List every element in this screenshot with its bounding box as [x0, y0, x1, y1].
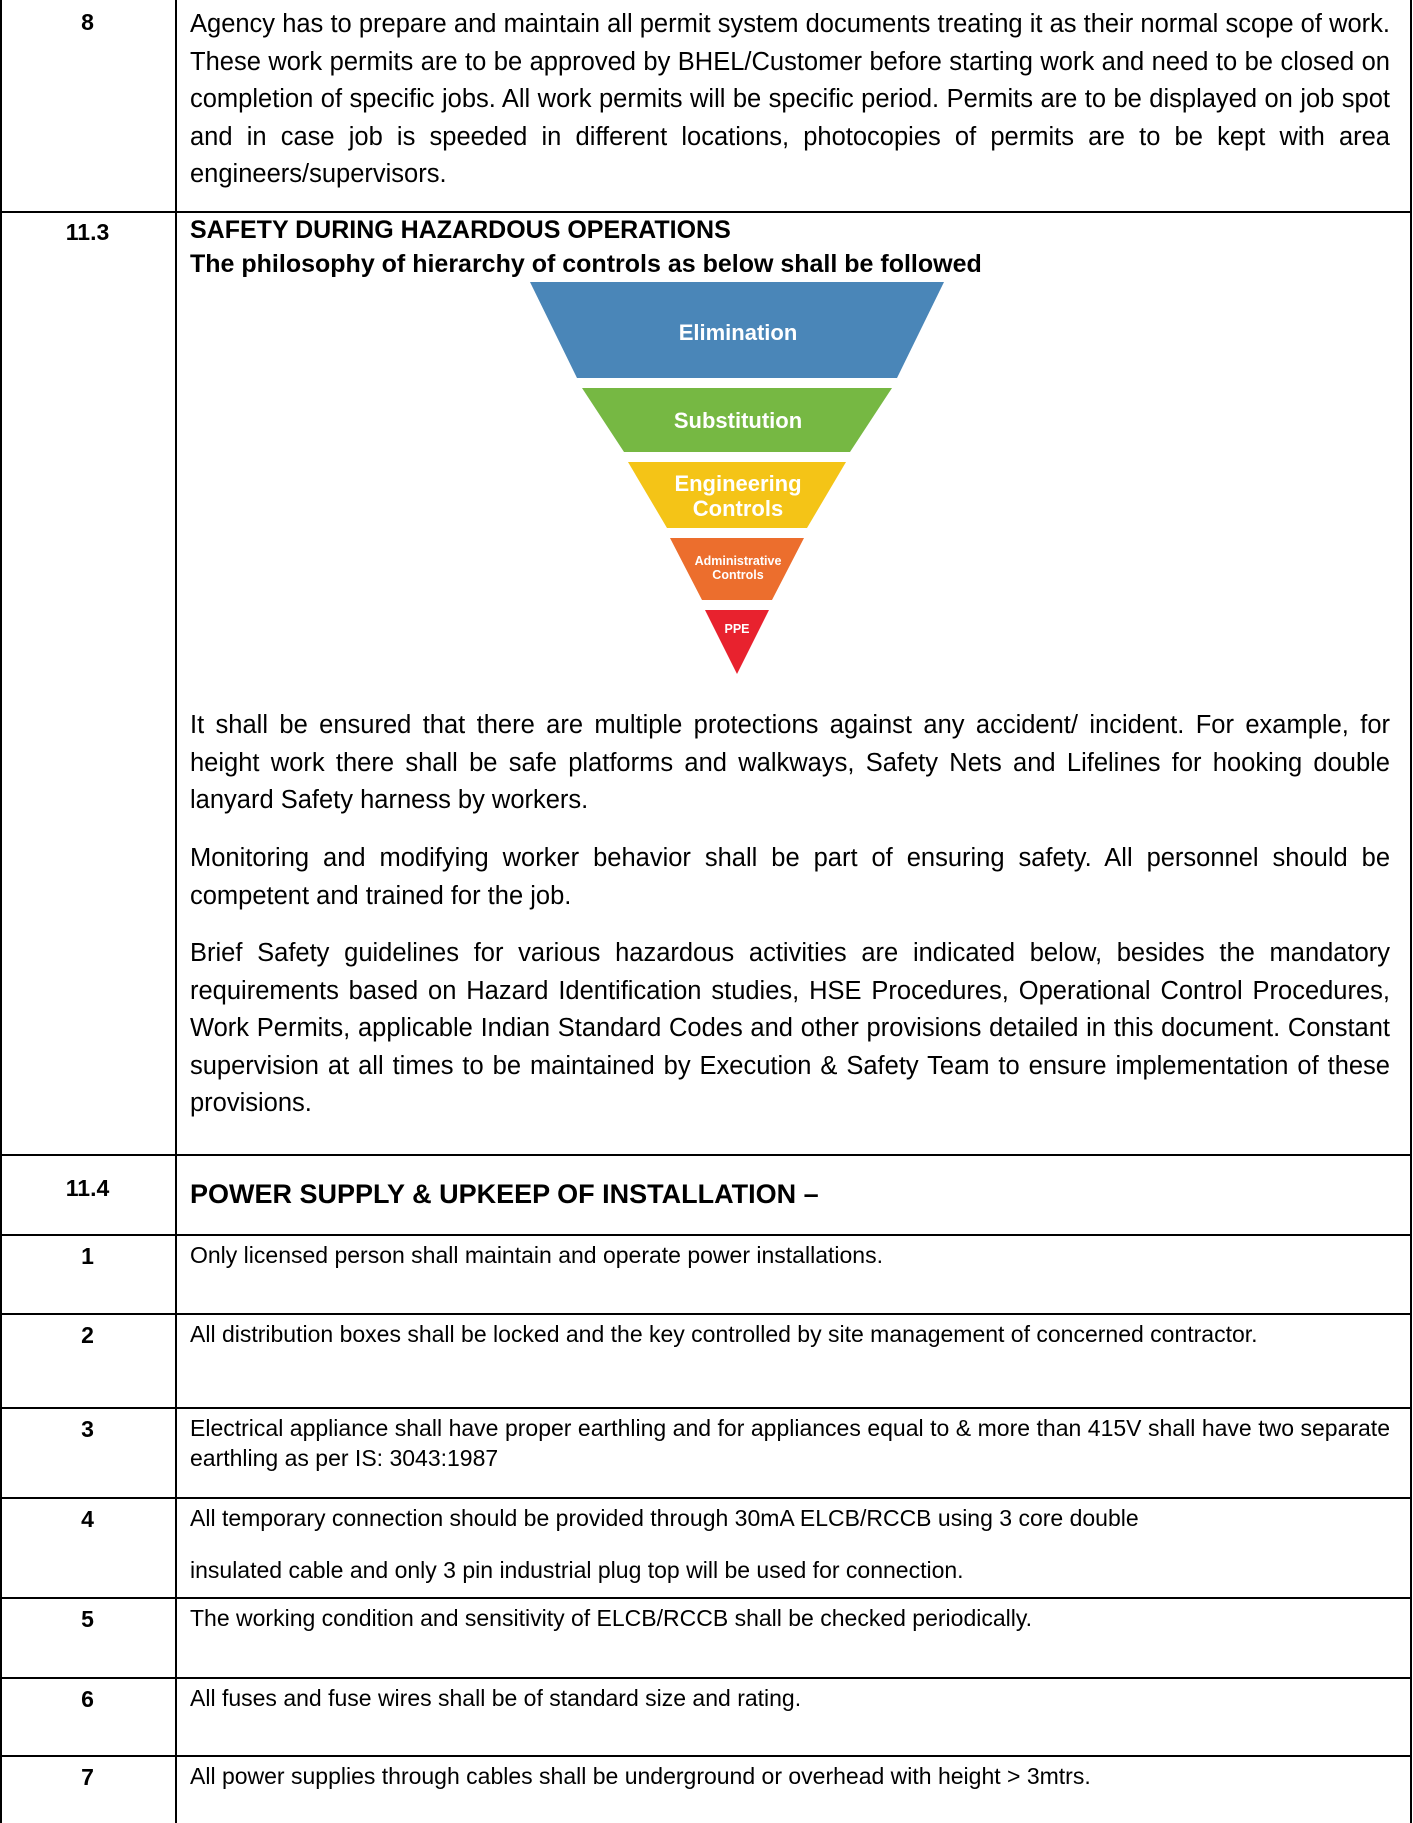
item-text-line-1: All temporary connection should be provided through 30mA ELCB/RCCB using 3 core double	[190, 1505, 1139, 1531]
row-divider	[0, 1677, 1412, 1679]
section-subheading: The philosophy of hierarchy of controls as below shall be followed	[190, 250, 982, 278]
pyramid-label-controls: Controls	[692, 496, 784, 521]
pyramid-label-substitution: Substitution	[673, 408, 803, 433]
pyramid-level-ppe	[705, 610, 769, 674]
item-text: Electrical appliance shall have proper earthling and for appliances equal to & more than 415V shall have two separate earthling as per IS: 3043:1987	[190, 1415, 1390, 1471]
item-number: 2	[81, 1322, 94, 1348]
paragraph-worker-behavior: Monitoring and modifying worker behavior shall be part of ensuring safety. All personnel should be competent and trained for the job.	[190, 844, 1390, 910]
item-text: All distribution boxes shall be locked and the key controlled by site management of concerned contractor.	[190, 1321, 1258, 1347]
item-text: Only licensed person shall maintain and operate power installations.	[190, 1242, 883, 1268]
item-text: All power supplies through cables shall be underground or overhead with height > 3mtrs.	[190, 1763, 1091, 1789]
row-divider	[0, 1755, 1412, 1757]
item-text-line-2: insulated cable and only 3 pin industrial plug top will be used for connection.	[190, 1557, 964, 1583]
table-column-divider	[175, 0, 177, 1823]
item-text: All fuses and fuse wires shall be of standard size and rating.	[190, 1685, 802, 1711]
row-divider	[0, 1313, 1412, 1315]
row-divider	[0, 1154, 1412, 1156]
item-number: 1	[81, 1243, 94, 1269]
item-number: 4	[81, 1506, 94, 1532]
pyramid-label-elimination: Elimination	[678, 320, 798, 345]
item-number: 6	[81, 1686, 94, 1712]
row-number: 8	[81, 9, 94, 35]
row-divider	[0, 1234, 1412, 1236]
item-text: The working condition and sensitivity of ELCB/RCCB shall be checked periodically.	[190, 1605, 1033, 1631]
paragraph-safety-guidelines: Brief Safety guidelines for various hazardous activities are indicated below, besides the mandatory requirements based on Hazard Identification studies, HSE Procedures, Operational Control Procedures, Work Permits, applicable Indian Standard Codes and other provisions detailed in this document. Constant supervision at all times to be maintained by Execution & Safety Team to ensure implementation of these provisions.	[190, 939, 1390, 1117]
paragraph-multiple-protections: It shall be ensured that there are multiple protections against any accident/ incident. For example, for height work there shall be safe platforms and walkways, Safety Nets and Lifelines for hooking double lanyard Safety harness by workers.	[190, 711, 1390, 814]
pyramid-label-engineering: Engineering	[674, 471, 802, 496]
row-text: Agency has to prepare and maintain all permit system documents treating it as their normal scope of work. These work permits are to be approved by BHEL/Customer before starting work and need to be closed on completion of specific jobs. All work permits will be specific period. Permits are to be displayed on job spot and in case job is speeded in different locations, photocopies of permits are to be kept with area engineers/supervisors.	[190, 10, 1390, 188]
table-border-left	[0, 0, 2, 1823]
row-divider	[0, 1497, 1412, 1499]
section-number: 11.4	[65, 1175, 110, 1201]
row-divider	[0, 1597, 1412, 1599]
row-divider	[0, 211, 1412, 213]
pyramid-label-administrative: Administrative	[694, 554, 782, 568]
hierarchy-of-controls-diagram	[512, 282, 1012, 682]
row-divider	[0, 1407, 1412, 1409]
item-number: 3	[81, 1416, 94, 1442]
section-heading-power-supply: POWER SUPPLY & UPKEEP OF INSTALLATION –	[190, 1179, 819, 1209]
pyramid-label-controls-small: Controls	[712, 568, 764, 582]
section-heading: SAFETY DURING HAZARDOUS OPERATIONS	[190, 216, 731, 244]
item-number: 7	[81, 1764, 94, 1790]
pyramid-label-ppe: PPE	[724, 622, 750, 636]
table-border-right	[1410, 0, 1412, 1823]
item-number: 5	[81, 1606, 94, 1632]
section-number: 11.3	[65, 219, 110, 245]
